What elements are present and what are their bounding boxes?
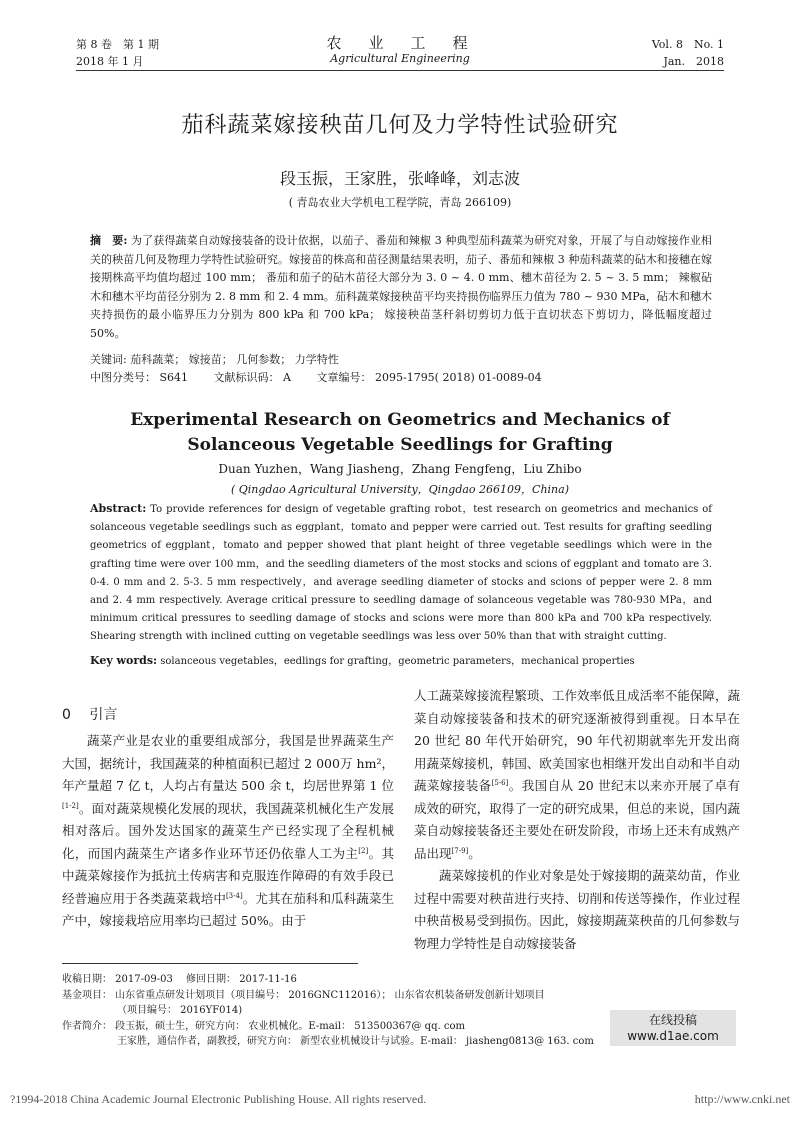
- authors-cn: 段玉振，王家胜，张峰峰，刘志波: [279, 169, 520, 188]
- footnotes: [62, 972, 662, 1050]
- header-volume-en: Vol. 8 No. 1: [651, 38, 724, 51]
- badge-url[interactable]: www.d1ae.com: [627, 1029, 719, 1043]
- section-number: 0: [62, 707, 71, 723]
- affiliation-en: ( Qingdao Agricultural University，Qingdao 266109，China): [230, 483, 569, 496]
- section-heading: [62, 704, 117, 724]
- online-submission-badge[interactable]: [610, 1010, 736, 1046]
- journal-name-cn: 农 业 工 程: [326, 34, 474, 52]
- footnote-fund-cont: （项目编号： 2016YF014): [117, 1005, 243, 1016]
- body-column-right: [414, 685, 740, 955]
- title-en: [80, 408, 720, 458]
- abstract-en: [90, 500, 712, 647]
- keywords-cn-label: 关键词:: [90, 353, 127, 366]
- header-date-cn: 2018 年 1 月: [76, 55, 144, 68]
- authors-en: Duan Yuzhen，Wang Jiasheng，Zhang Fengfeng，Liu Zhibo: [218, 462, 582, 476]
- header-volume-cn: 第 8 卷 第 1 期: [76, 38, 159, 51]
- header-journal: [300, 34, 500, 66]
- abstract-en-label: Abstract:: [90, 502, 147, 515]
- document-code: 文献标识码： A: [213, 371, 291, 384]
- footnote-fund: 基金项目： 山东省重点研发计划项目（项目编号： 2016GNC112016）； 山东省农机装备研发创新计划项目: [62, 989, 545, 1001]
- keywords-en: [90, 652, 712, 671]
- affiliation-cn: ( 青岛农业大学机电工程学院，青岛 266109): [288, 196, 512, 209]
- cnki-link[interactable]: http://www.cnki.net: [694, 1092, 790, 1106]
- header-right: [652, 36, 724, 70]
- copyright-text: ?1994-2018 China Academic Journal Electronic Publishing House. All rights reserved.: [10, 1092, 427, 1106]
- copyright-bar: [10, 1092, 790, 1107]
- keywords-cn-text: 茄科蔬菜； 嫁接苗； 几何参数； 力学特性: [130, 353, 339, 366]
- journal-name-en: Agricultural Engineering: [330, 52, 470, 65]
- body-paragraph: [414, 865, 740, 955]
- section-title: 引言: [89, 707, 118, 723]
- footnote-received: 收稿日期： 2017-09-03 修回日期： 2017-11-16: [62, 974, 297, 985]
- abstract-cn-text: 为了获得蔬菜自动嫁接装备的设计依据，以茄子、番茄和辣椒 3 种典型茄科蔬菜为研究对象，开展了与自动嫁接作业相关的秧苗几何及物理力学特性试验研究。嫁接苗的株高和苗径测量结果表明，茄子、番茄和辣椒 3 种茄科蔬菜的砧木和接穗在嫁接期株高平均值均超过 100 mm； 番茄和茄子的砧木苗径大部分为 3. 0 ~ 4. 0 mm、穗木苗径为 2. 5 ~ 3. 5 mm； 辣椒砧木和穗木平均苗径分别为 2. 8 mm 和 2. 4 mm。茄科蔬菜嫁接秧苗平均夹持损伤临界压力值为 780 ~ 930 MPa，砧木和穗木夹持损伤的最小临界压力分别为 800 kPa 和 700 kPa； 嫁接秧苗茎秆斜切剪切力低于直切状态下剪切力，降低幅度超过 50%。: [90, 234, 712, 340]
- body-text: 。其中蔬菜嫁接作为抵抗土传病害和克服连作障碍的有效手段已经普遍应用于各类蔬菜栽培中: [62, 845, 394, 906]
- footnote-author1: 作者简介： 段玉振，硕士生，研究方向： 农业机械化。E-mail： 513500367@ qq. com: [62, 1020, 465, 1032]
- header-divider: [76, 70, 724, 71]
- citation: [2]: [358, 846, 369, 855]
- abstract-cn-label: 摘 要:: [90, 234, 128, 247]
- body-column-left: [62, 730, 394, 933]
- title-cn: 茄科蔬菜嫁接秧苗几何及力学特性试验研究: [181, 113, 619, 138]
- footnote-divider: [62, 963, 358, 964]
- body-text: 。面对蔬菜规模化发展的现状，我国蔬菜机械化生产发展相对落后。国外发达国家的蔬菜生产已经实现了全程机械化，而国内蔬菜生产诸多作业环节还仍依靠人工为主: [62, 800, 394, 861]
- body-text: 。: [468, 845, 481, 861]
- body-text: 。我国自从 20 世纪末以来亦开展了卓有成效的研究，取得了一定的研究成果，但总的来说，国内蔬菜自动嫁接装备还主要处在研发阶段，市场上还未有成熟产品出现: [414, 778, 740, 861]
- body-text: 。尤其在茄科和瓜科蔬菜生产中，嫁接栽培应用率均已超过 50%。由于: [62, 890, 394, 928]
- badge-label: 在线投稿: [648, 1013, 697, 1027]
- clc-number: 中图分类号： S641: [90, 371, 189, 384]
- classification-line: [90, 369, 712, 387]
- citation: [3-4]: [225, 891, 243, 900]
- abstract-en-text: To provide references for design of vegetable grafting robot，test research on geometrics and mechanics of solanceous vegetable seedlings such as eggplant，tomato and pepper were carried out. Test results for grafting seedling geometrics of eggplant，tomato and pepper showed that plant height of three vegetable seedlings which were in the grafting time were over 100 mm，and the seedling diameters of the most stocks and scions of eggplant and tomato are 3. 0-4. 0 mm and 2. 5-3. 5 mm respectively，and average seedling diameter of stocks and scions of pepper were 2. 8 mm and 2. 4 mm respectively. Average critical pressure to seedling damage of solanceous vegetable was 780-930 MPa，and minimum critical pressures to seedling damage of stocks and scions were more than 800 kPa and 700 kPa respectively. Shearing strength with inclined cutting on vegetable seedlings was less over 50% than that with straight cutting.: [90, 504, 712, 643]
- footnote-author2: 王家胜，通信作者，副教授，研究方向： 新型农业机械设计与试验。E-mail： jiasheng0813@ 163. com: [117, 1036, 594, 1047]
- citation: [5-6]: [491, 778, 509, 787]
- keywords-en-label: Key words:: [90, 654, 158, 667]
- article-number: 文章编号： 2095-1795( 2018) 01-0089-04: [316, 371, 542, 384]
- body-text: 蔬菜嫁接机的作业对象是处于嫁接期的蔬菜幼苗，作业过程中需要对秧苗进行夹持、切削和传送等操作，作业过程中秧苗极易受到损伤。因此，嫁接期蔬菜秧苗的几何参数与物理力学特性是自动嫁接装备: [414, 868, 740, 951]
- citation: [7-9]: [451, 846, 469, 855]
- body-text: 蔬菜产业是农业的重要组成部分，我国是世界蔬菜生产大国，据统计，我国蔬菜的种植面积已超过 2 000万 hm²，年产量超 7 亿 t，人均占有量达 500 余 t，均居世界第 1 位: [62, 733, 394, 793]
- keywords-cn: [90, 351, 712, 369]
- header-date-en: Jan. 2018: [663, 55, 724, 68]
- body-paragraph: [62, 730, 394, 933]
- title-en-line2: Solanceous Vegetable Seedlings for Grafting: [187, 435, 613, 455]
- body-paragraph: [414, 685, 740, 865]
- header-left: [76, 36, 159, 70]
- abstract-cn: [90, 232, 712, 343]
- body-text: 人工蔬菜嫁接流程繁琐、工作效率低且成活率不能保障，蔬菜自动嫁接装备和技术的研究逐渐被得到重视。日本早在 20 世纪 80 年代开始研究，90 年代初期就率先开发出商用蔬菜嫁接机，韩国、欧美国家也相继开发出自动和半自动蔬菜嫁接装备: [414, 688, 740, 793]
- citation: [1-2]: [62, 801, 79, 810]
- title-en-line1: Experimental Research on Geometrics and Mechanics of: [130, 410, 670, 430]
- keywords-en-text: solanceous vegetables，eedlings for grafting，geometric parameters，mechanical properties: [160, 656, 635, 667]
